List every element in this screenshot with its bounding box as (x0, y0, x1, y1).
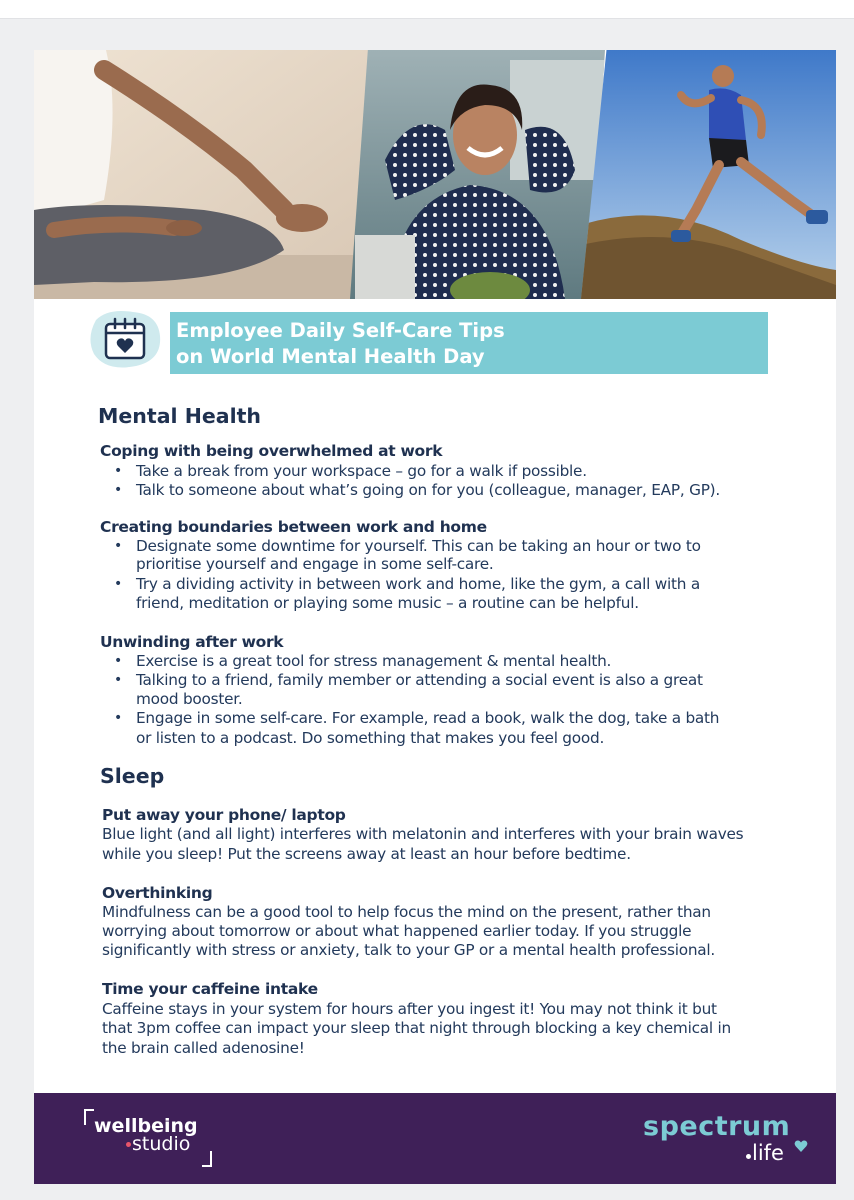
paragraph-line: Blue light (and all light) interferes with melatonin and interferes with your brain waves (102, 825, 744, 843)
group-title-overthinking: Overthinking (102, 884, 213, 902)
section-heading-sleep: Sleep (100, 764, 165, 788)
bullet-text: Talk to someone about what’s going on for you (colleague, manager, EAP, GP). (136, 481, 721, 499)
banner-title-line-2: on World Mental Health Day (176, 345, 485, 368)
title-banner (170, 312, 768, 374)
logo-dot (746, 1154, 751, 1159)
smiling-woman-photo (350, 50, 605, 299)
meditation-photo (34, 50, 374, 299)
logo-word-wellbeing: wellbeing (94, 1115, 198, 1137)
logo-dot (126, 1142, 131, 1147)
group-title-phone: Put away your phone/ laptop (102, 806, 346, 824)
top-bar (0, 0, 854, 19)
heart-icon (794, 1139, 808, 1153)
bullet-dot: • (114, 653, 123, 669)
paragraph-line: the brain called adenosine! (102, 1039, 305, 1057)
banner-title-line-1: Employee Daily Self-Care Tips (176, 319, 505, 342)
paragraph-line: worrying about tomorrow or about what happened earlier today. If you struggle (102, 922, 692, 940)
bullet-dot: • (114, 710, 123, 726)
bullet-text: or listen to a podcast. Do something that makes you feel good. (136, 729, 605, 747)
section-heading-mental-health: Mental Health (98, 404, 262, 428)
paragraph-line: Mindfulness can be a good tool to help focus the mind on the present, rather than (102, 903, 711, 921)
logo-bracket-top (84, 1109, 94, 1125)
bullet-dot: • (114, 538, 123, 554)
logo-word-life: life (752, 1141, 784, 1165)
paragraph-line: that 3pm coffee can impact your sleep that night through blocking a key chemical in (102, 1019, 731, 1037)
photo-strip (34, 50, 836, 299)
bullet-text: Take a break from your workspace – go for a walk if possible. (136, 462, 587, 480)
group-title-caffeine: Time your caffeine intake (102, 980, 318, 998)
group-title-coping: Coping with being overwhelmed at work (100, 442, 443, 460)
paragraph-line: Caffeine stays in your system for hours after you ingest it! You may not think it but (102, 1000, 717, 1018)
bullet-text: mood booster. (136, 690, 243, 708)
logo-word-studio: studio (132, 1133, 191, 1155)
bullet-dot: • (114, 672, 123, 688)
paragraph-line: while you sleep! Put the screens away at least an hour before bedtime. (102, 845, 631, 863)
bullet-dot: • (114, 463, 123, 479)
bullet-text: Exercise is a great tool for stress management & mental health. (136, 652, 612, 670)
footer-bar (34, 1093, 836, 1184)
logo-bracket-bottom (202, 1151, 212, 1167)
bullet-dot: • (114, 482, 123, 498)
logo-word-spectrum: spectrum (643, 1111, 791, 1142)
bullet-text: Try a dividing activity in between work and home, like the gym, a call with a (136, 575, 700, 593)
bullet-text: Designate some downtime for yourself. This can be taking an hour or two to (136, 537, 701, 555)
bullet-dot: • (114, 576, 123, 592)
paragraph-line: significantly with stress or anxiety, talk to your GP or a mental health professional. (102, 941, 715, 959)
bullet-text: prioritise yourself and engage in some self-care. (136, 555, 494, 573)
group-title-boundaries: Creating boundaries between work and home (100, 518, 487, 536)
flyer-page (34, 50, 836, 1184)
calendar-heart-icon (88, 308, 162, 370)
runner-photo (581, 50, 836, 299)
group-title-unwinding: Unwinding after work (100, 633, 284, 651)
bullet-text: friend, meditation or playing some music – a routine can be helpful. (136, 594, 639, 612)
bullet-text: Engage in some self-care. For example, read a book, walk the dog, take a bath (136, 709, 720, 727)
bullet-text: Talking to a friend, family member or attending a social event is also a great (136, 671, 703, 689)
